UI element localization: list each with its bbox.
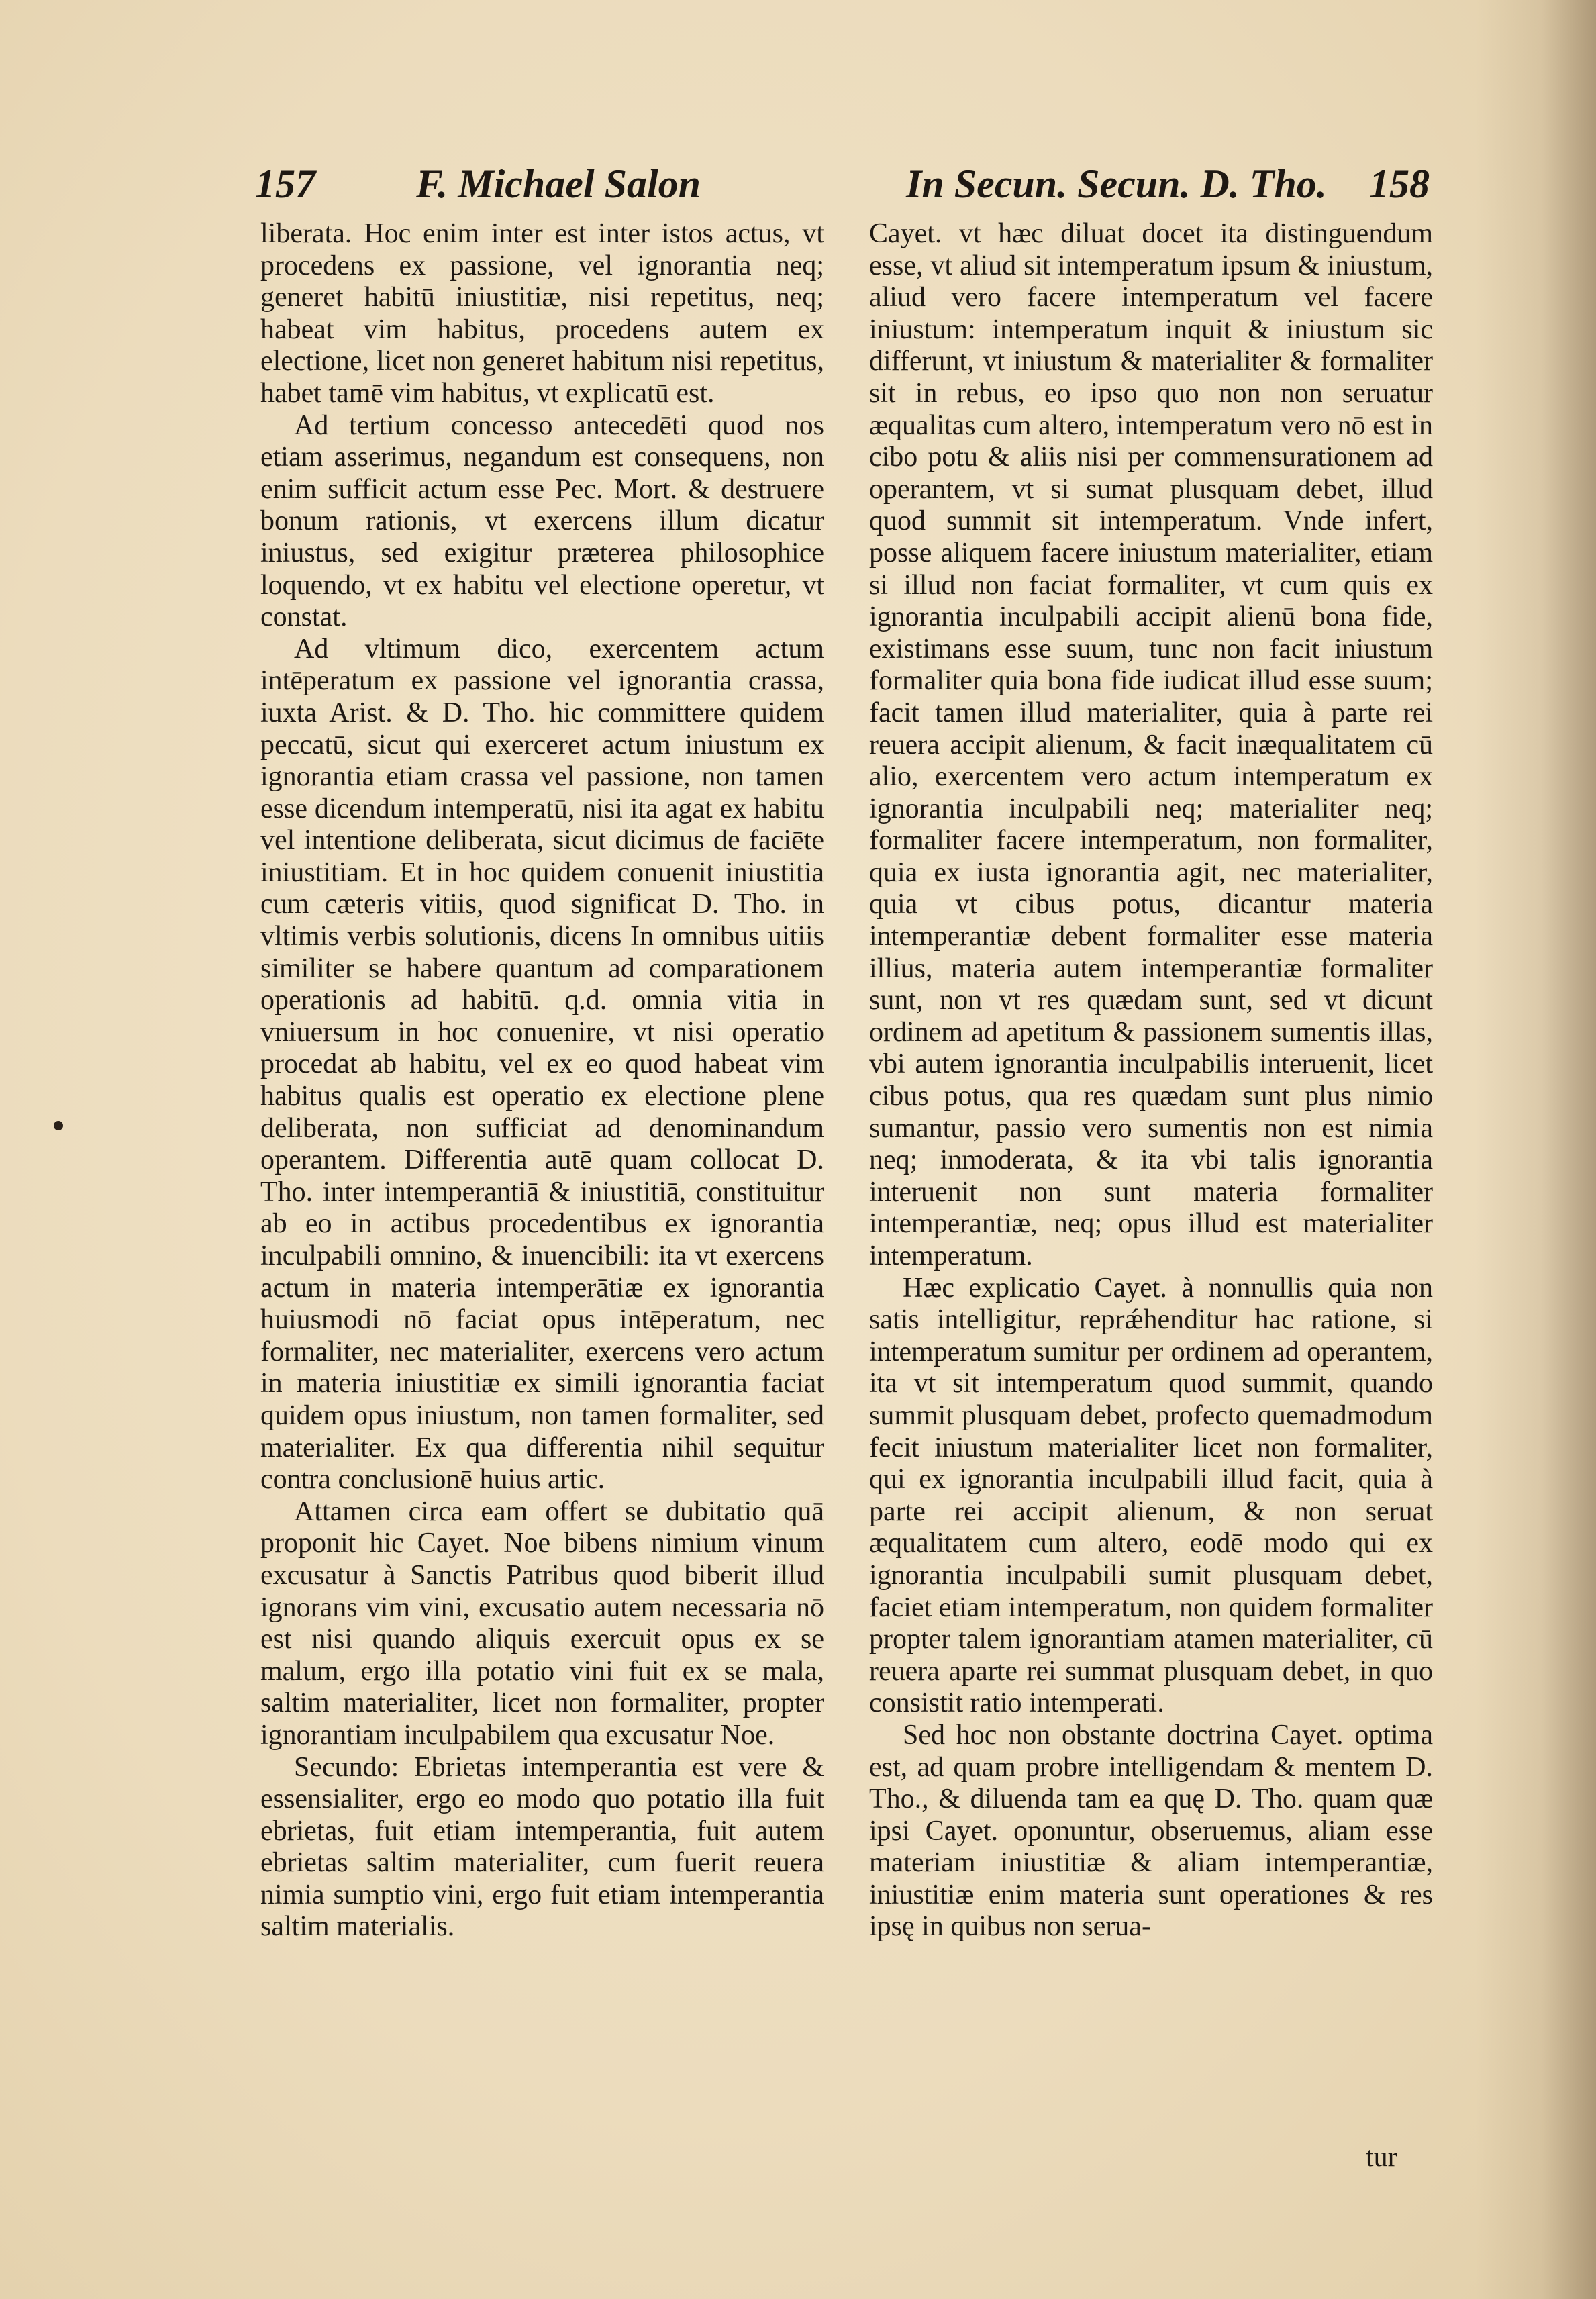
- gutter-shadow: [1475, 0, 1596, 2299]
- paragraph: Hæc explicatio Cayet. à nonnullis quia non satis intelligitur, reprǽhenditur hac ratione, si intemperatum sumitur per ordinem ad operantem, ita vt sit intemperatum quod summit, quando summit plusquam debet, profecto quemadmodum fecit iniustum materialiter licet non formaliter, qui ex ignorantia inculpabili illud facit, quia à parte rei accipit alienum, & non seruat æqualitatem cum altero, eodē modo qui ex ignorantia inculpabili sumit plusquam debet, faciet etiam intemperatum, non quidem formaliter propter talem ignorantiam atamen materialiter, cū reuera aparte rei summat plusquam debet, in quo consistit ratio intemperati.: [869, 1272, 1433, 1719]
- ink-spot: [54, 1121, 63, 1130]
- paragraph: Ad tertium concesso antecedēti quod nos etiam asserimus, negandum est consequens, non enim sufficit actum esse Pec. Mort. & destruere bonum rationis, vt exercens illum dicatur iniustus, sed exigitur præterea philosophice loquendo, vt ex habitu vel electione operetur, vt constat.: [260, 409, 824, 633]
- paragraph: Secundo: Ebrietas intemperantia est vere & essensialiter, ergo eo modo quo potatio illa fuit ebrietas, fuit etiam intemperantia, fuit autem ebrietas saltim materialiter, cum fuerit reuera nimia sumptio vini, ergo fuit etiam intemperantia saltim materialis.: [260, 1751, 824, 1943]
- right-running-head: In Secun. Secun. D. Tho.: [906, 162, 1327, 206]
- paragraph: Cayet. vt hæc diluat docet ita distinguendum esse, vt aliud sit intemperatum ipsum & iniustum, aliud vero facere intemperatum vel facere iniustum: intemperatum inquit & iniustum sic differunt, vt iniustum & materialiter & formaliter sit in rebus, eo ipso quo non non seruatur æqualitas cum altero, intemperatum vero nō est in cibo potu & aliis nisi per commensurationem ad operantem, vt si sumat plusquam debet, illud quod summit sit intemperatum. Vnde infert, posse aliquem facere iniustum materialiter, etiam si illud non faciat formaliter, vt cum quis ex ignorantia inculpabili accipit alienū bona fide, existimans esse suum, tunc non facit iniustum formaliter quia bona fide iudicat illud esse suum; facit tamen illud materialiter, quia à parte rei reuera accipit alienum, & facit inæqualitatem cū alio, exercentem vero actum intemperatum ex ignorantia inculpabili neq; materialiter neq; formaliter facere intemperatum, non formaliter, quia ex iusta ignorantia agit, nec materialiter, quia vt cibus potus, dicantur materia intemperantiæ debent formaliter esse materia illius, materia autem intemperantiæ formaliter sunt, non vt res quædam sunt, sed vt dicunt ordinem ad apetitum & passionem sumentis illas, vbi autem ignorantia inculpabilis interuenit, licet cibus potus, qua res quædam sunt plus nimio sumantur, passio vero sumentis non est nimia neq; inmoderata, & ita vbi talis ignorantia interuenit non sunt materia formaliter intemperantiæ, neq; opus illud est materialiter intemperatum.: [869, 218, 1433, 1271]
- left-text-column: [260, 218, 824, 1943]
- catchword: tur: [1366, 2142, 1397, 2173]
- paragraph: Attamen circa eam offert se dubitatio quā proponit hic Cayet. Noe bibens nimium vinum excusatur à Sanctis Patribus quod biberit illud ignorans vim vini, excusatio autem necessaria nō est nisi quando aliquis exercuit opus ex se malum, ergo illa potatio vini fuit ex se mala, saltim materialiter, licet non formaliter, propter ignorantiam inculpabilem qua excusatur Noe.: [260, 1496, 824, 1751]
- paragraph: liberata. Hoc enim inter est inter istos actus, vt procedens ex passione, vel ignorantia neq; generet habitū iniustitiæ, nisi repetitus, neq; habeat vim habitus, procedens autem ex electione, licet non generet habitum nisi repetitus, habet tamē vim habitus, vt explicatū est.: [260, 218, 824, 409]
- right-text-column: [869, 218, 1433, 1943]
- left-page-number: 157: [255, 162, 315, 206]
- paragraph: Sed hoc non obstante doctrina Cayet. optima est, ad quam probre intelligendam & mentem D. Tho., & diluenda tam ea quę D. Tho. quam quæ ipsi Cayet. oponuntur, obseruemus, aliam esse materiam iniustitiæ & aliam intemperantiæ, iniustitiæ enim materia sunt operationes & res ipsę in quibus non serua-: [869, 1719, 1433, 1943]
- right-page-number: 158: [1369, 162, 1430, 206]
- left-running-head: F. Michael Salon: [416, 162, 701, 206]
- paragraph: Ad vltimum dico, exercentem actum intēperatum ex passione vel ignorantia crassa, iuxta Arist. & D. Tho. hic committere quidem peccatū, sicut qui exerceret actum iniustum ex ignorantia etiam crassa vel passione, non tamen esse dicendum intemperatū, nisi ita agat ex habitu vel intentione deliberata, sicut dicimus de faciēte iniustitiam. Et in hoc quidem conuenit iniustitia cum cæteris vitiis, quod significat D. Tho. in vltimis verbis solutionis, dicens In omnibus uitiis similiter se habere quantum ad comparationem operationis ad habitū. q.d. omnia vitia in vniuersum in hoc conuenire, vt nisi operatio procedat ab habitu, vel ex eo quod habeat vim habitus qualis est operatio ex electione plene deliberata, non sufficiat ad denominandum operantem. Differentia autē quam collocat D. Tho. inter intemperantiā & iniustitiā, constituitur ab eo in actibus procedentibus ex ignorantia inculpabili omnino, & inuencibili: ita vt exercens actum in materia intemperātiæ ex ignorantia huiusmodi nō faciat opus intēperatum, nec formaliter, nec materialiter, exercens vero actum in materia iniustitiæ ex simili ignorantia faciat quidem opus iniustum, non tamen formaliter, sed materialiter. Ex qua differentia nihil sequitur contra conclusionē huius artic.: [260, 633, 824, 1496]
